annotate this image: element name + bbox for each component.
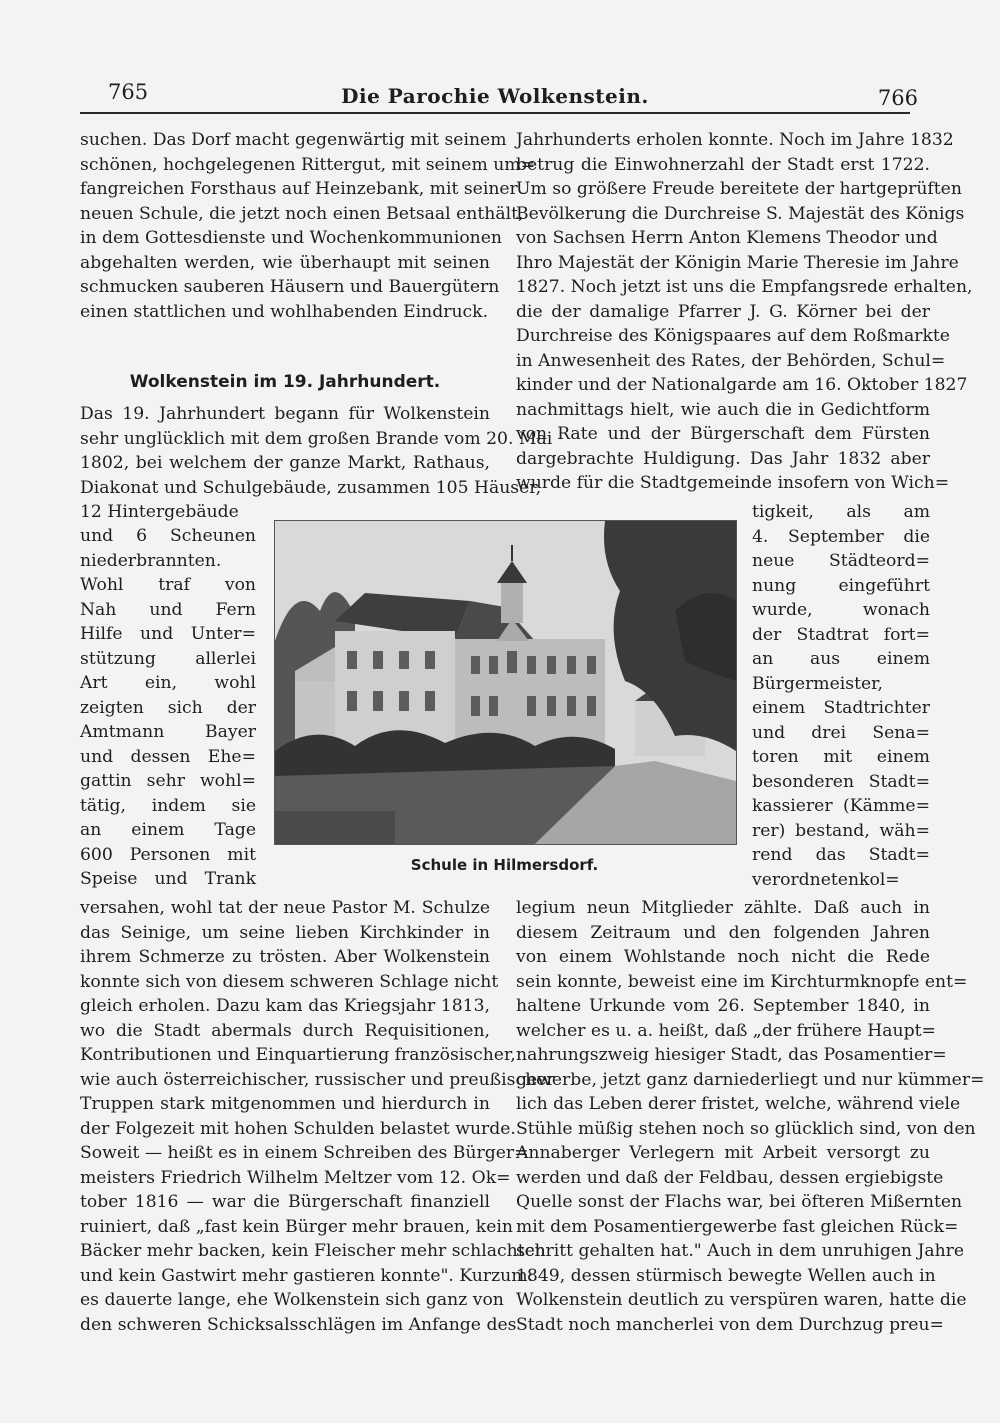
text-line: fangreichen Forsthaus auf Heinzebank, mit seiner xyxy=(80,179,518,199)
text-line: und drei Sena= xyxy=(752,722,930,743)
text-line: kassierer (Kämme= xyxy=(752,796,930,816)
left-column-mid-text xyxy=(80,402,553,525)
text-line: toren mit einem xyxy=(752,747,930,767)
text-line: verordnetenkol= xyxy=(752,869,900,890)
text-line: Soweit — heißt es in einem Schreiben des Bürger= xyxy=(80,1143,529,1163)
figure-caption: Schule in Hilmersdorf. xyxy=(410,856,599,874)
text-line: niederbrannten. xyxy=(80,550,222,571)
text-line: neuen Schule, die jetzt noch einen Betsaal enthält, xyxy=(80,203,524,224)
text-line: den schweren Schicksalsschlägen im Anfange des xyxy=(80,1314,517,1335)
text-line: die der damalige Pfarrer J. G. Körner bei der xyxy=(516,301,930,322)
text-line: von Sachsen Herrn Anton Klemens Theodor und xyxy=(516,228,938,248)
text-line: tigkeit, als am xyxy=(752,502,930,522)
left-column-top-text xyxy=(80,128,535,324)
text-line: diesem Zeitraum und den folgenden Jahren xyxy=(516,922,930,943)
text-line: und dessen Ehe= xyxy=(80,746,256,767)
text-line: der Stadtrat fort= xyxy=(752,624,930,645)
school-photograph xyxy=(274,520,737,845)
text-line: Wolkenstein deutlich zu verspüren waren, hatte die xyxy=(516,1290,967,1310)
text-line: mit dem Posamentiergewerbe fast gleichen Rück= xyxy=(516,1216,959,1237)
text-line: meisters Friedrich Wilhelm Meltzer vom 12. Ok= xyxy=(80,1167,511,1188)
text-line: 1827. Noch jetzt ist uns die Empfangsrede erhalten, xyxy=(516,277,973,297)
text-line: neue Städteord= xyxy=(752,551,930,571)
text-line: einen stattlichen und wohlhabenden Eindruck. xyxy=(80,301,489,322)
text-line: Bürgermeister, xyxy=(752,673,883,694)
text-line: nung eingeführt xyxy=(752,575,930,596)
text-line: gleich erholen. Dazu kam das Kriegsjahr 1813, xyxy=(80,996,490,1016)
text-line: Jahrhunderts erholen konnte. Noch im Jahre 1832 xyxy=(516,130,954,150)
text-line: schmucken sauberen Häusern und Bauergütern xyxy=(80,277,500,297)
text-line: 1849, dessen stürmisch bewegte Wellen auch in xyxy=(516,1265,936,1286)
text-line: nachmittags hielt, wie auch die in Gedichtform xyxy=(516,399,930,420)
section-heading: Wolkenstein im 19. Jahrhundert. xyxy=(129,372,441,392)
page-number-right: 766 xyxy=(877,86,918,110)
text-line: Wohl traf von xyxy=(80,575,256,595)
text-line: Stadt noch mancherlei von dem Durchzug preu= xyxy=(516,1314,944,1335)
text-line: Diakonat und Schulgebäude, zusammen 105 Häuser, xyxy=(80,477,542,498)
text-line: gewerbe, jetzt ganz darniederliegt und nur kümmer= xyxy=(516,1069,985,1090)
right-column-narrow-text xyxy=(752,500,930,892)
page-number-left: 765 xyxy=(108,80,149,104)
text-line: der Folgezeit mit hohen Schulden belastet wurde. xyxy=(80,1118,516,1139)
text-line: ruiniert, daß „fast kein Bürger mehr brauen, kein xyxy=(80,1216,513,1237)
text-line: Quelle sonst der Flachs war, bei öfteren Mißernten xyxy=(516,1192,963,1212)
text-line: dargebrachte Huldigung. Das Jahr 1832 aber xyxy=(516,448,930,469)
text-line: tätig, indem sie xyxy=(80,795,256,816)
text-line: in Anwesenheit des Rates, der Behörden, Schul= xyxy=(516,350,946,371)
text-line: wo die Stadt abermals durch Requisitionen, xyxy=(80,1020,490,1041)
text-line: von Rate und der Bürgerschaft dem Fürsten xyxy=(516,424,930,444)
text-line: an einem Tage xyxy=(80,820,256,840)
text-line: schönen, hochgelegenen Rittergut, mit seinem um= xyxy=(80,154,535,175)
text-line: ihrem Schmerze zu trösten. Aber Wolkenstein xyxy=(80,947,490,967)
text-line: zeigten sich der xyxy=(80,697,256,718)
text-line: Ihro Majestät der Königin Marie Theresie im Jahre xyxy=(516,252,959,273)
text-line: und kein Gastwirt mehr gastieren konnte". Kurzum: xyxy=(80,1265,534,1286)
text-line: haltene Urkunde vom 26. September 1840, in xyxy=(516,996,930,1016)
text-line: Speise und Trank xyxy=(80,869,256,889)
text-line: besonderen Stadt= xyxy=(752,771,930,792)
text-line: es dauerte lange, ehe Wolkenstein sich ganz von xyxy=(80,1290,504,1310)
text-line: tober 1816 — war die Bürgerschaft finanziell xyxy=(80,1192,490,1212)
text-line: konnte sich von diesem schweren Schlage nicht xyxy=(80,971,499,992)
text-line: einem Stadtrichter xyxy=(752,698,930,718)
text-line: das Seinige, um seine lieben Kirchkinder in xyxy=(80,922,490,943)
text-line: Kontributionen und Einquartierung französischer, xyxy=(80,1045,516,1065)
text-line: abgehalten werden, wie überhaupt mit seinen xyxy=(80,252,490,273)
text-line: Bäcker mehr backen, kein Fleischer mehr schlachten xyxy=(80,1241,546,1261)
text-line: Nah und Fern xyxy=(80,599,256,620)
left-column-bottom-text xyxy=(80,896,555,1337)
text-line: Amtmann Bayer xyxy=(80,722,256,742)
left-column-narrow-text xyxy=(80,524,256,892)
text-line: Bevölkerung die Durchreise S. Majestät des Königs xyxy=(516,203,965,224)
running-title: Die Parochie Wolkenstein. xyxy=(341,84,649,108)
text-line: Hilfe und Unter= xyxy=(80,624,256,644)
text-line: Um so größere Freude bereitete der hartgeprüften xyxy=(516,179,962,199)
text-line: an aus einem xyxy=(752,649,930,669)
text-line: wurde für die Stadtgemeinde insofern von Wich= xyxy=(516,473,950,493)
text-line: 4. September die xyxy=(752,526,930,547)
page-header xyxy=(80,78,918,114)
right-column-bottom-text xyxy=(516,896,985,1337)
text-line: Truppen stark mitgenommen und hierdurch in xyxy=(80,1094,490,1114)
text-line: 600 Personen mit xyxy=(80,844,256,865)
text-line: Stühle müßig stehen noch so glücklich sind, von den xyxy=(516,1118,976,1139)
text-line: wie auch österreichischer, russischer und preußischer xyxy=(80,1069,555,1090)
text-line: schritt gehalten hat." Auch in dem unruhigen Jahre xyxy=(516,1241,965,1261)
text-line: Art ein, wohl xyxy=(80,673,256,693)
text-line: lich das Leben derer fristet, welche, während viele xyxy=(516,1094,961,1114)
text-line: stützung allerlei xyxy=(80,648,256,669)
text-line: 12 Hintergebäude xyxy=(80,502,239,522)
text-line: sehr unglücklich mit dem großen Brande vom 20. Mai xyxy=(80,428,553,449)
text-line: 1802, bei welchem der ganze Markt, Rathaus, xyxy=(80,453,490,473)
text-line: suchen. Das Dorf macht gegenwärtig mit seinem xyxy=(80,130,507,150)
text-line: kinder und der Nationalgarde am 16. Oktober 1827 xyxy=(516,375,968,395)
text-line: legium neun Mitglieder zählte. Daß auch in xyxy=(516,898,930,918)
text-line: werden und daß der Feldbau, dessen ergiebigste xyxy=(516,1167,944,1188)
text-line: nahrungszweig hiesiger Stadt, das Posamentier= xyxy=(516,1045,947,1065)
text-line: rend das Stadt= xyxy=(752,845,930,865)
text-line: betrug die Einwohnerzahl der Stadt erst 1722. xyxy=(516,154,930,175)
right-column-top-text xyxy=(516,128,973,496)
text-line: in dem Gottesdienste und Wochenkommunionen xyxy=(80,228,502,248)
text-line: und 6 Scheunen xyxy=(80,526,256,546)
text-line: rer) bestand, wäh= xyxy=(752,820,930,841)
text-line: Annaberger Verlegern mit Arbeit versorgt zu xyxy=(516,1143,930,1163)
text-line: welcher es u. a. heißt, daß „der frühere Haupt= xyxy=(516,1020,936,1041)
text-line: Durchreise des Königspaares auf dem Roßmarkte xyxy=(516,326,950,346)
text-line: sein konnte, beweist eine im Kirchturmknopfe ent= xyxy=(516,971,968,992)
text-line: von einem Wohlstande noch nicht die Rede xyxy=(516,947,930,967)
text-line: wurde, wonach xyxy=(752,600,930,620)
text-line: versahen, wohl tat der neue Pastor M. Schulze xyxy=(80,898,490,918)
text-line: Das 19. Jahrhundert begann für Wolkenstein xyxy=(80,404,490,424)
text-line: gattin sehr wohl= xyxy=(80,771,256,791)
